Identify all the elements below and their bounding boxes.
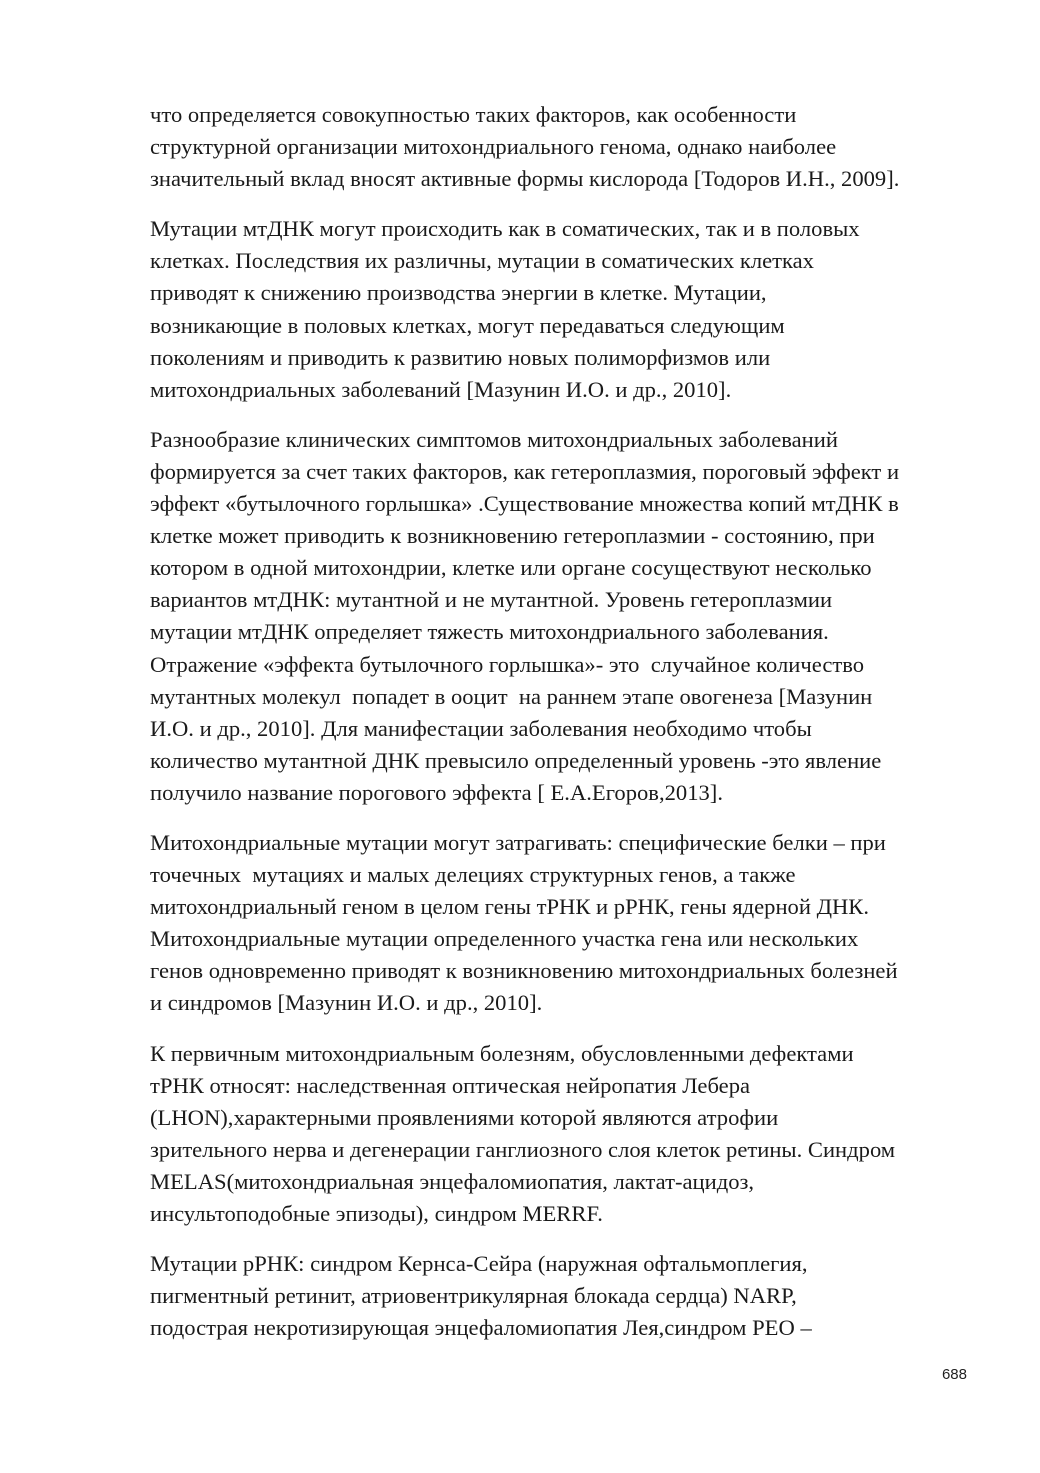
text-line: Отражение «эффекта бутылочного горлышка»- это случайное количество	[150, 651, 865, 677]
text-line: зрительного нерва и дегенерации ганглиозного слоя клеток ретины. Синдром	[150, 1136, 896, 1162]
text-line: точечных мутациях и малых делециях структурных генов, а также	[150, 862, 796, 888]
text-line: значительный вклад вносят активные формы кислорода [Тодоров И.Н., 2009].	[150, 166, 900, 192]
text-line: генов одновременно приводят к возникновению митохондриальных болезней	[150, 958, 898, 984]
text-line: Мутации рРНК: синдром Кернса-Сейра (наружная офтальмоплегия,	[150, 1251, 808, 1277]
paragraph	[150, 99, 980, 195]
paragraph	[150, 424, 980, 809]
text-line: и синдромов [Мазунин И.О. и др., 2010].	[150, 990, 543, 1016]
text-line: формируется за счет таких факторов, как гетероплазмия, пороговый эффект и	[150, 458, 900, 484]
text-line: мутантных молекул попадет в ооцит на раннем этапе овогенеза [Мазунин	[150, 683, 873, 709]
text-line: мутации мтДНК определяет тяжесть митохондриального заболевания.	[150, 619, 829, 645]
paragraph	[150, 1248, 980, 1344]
text-line: получило название порогового эффекта [ Е.А.Егоров,2013].	[150, 779, 723, 805]
text-line: клетке может приводить к возникновению гетероплазмии - состоянию, при	[150, 523, 875, 549]
text-line: Разнообразие клинических симптомов митохондриальных заболеваний	[150, 426, 838, 452]
text-line: клетках. Последствия их различны, мутации в соматических клетках	[150, 248, 814, 274]
paragraph	[150, 213, 980, 406]
body-text	[150, 99, 980, 1362]
text-line: К первичным митохондриальным болезням, обусловленными дефектами	[150, 1040, 854, 1066]
paragraph	[150, 827, 980, 1020]
text-line: Митохондриальные мутации определенного участка гена или нескольких	[150, 926, 859, 952]
text-line: И.О. и др., 2010]. Для манифестации заболевания необходимо чтобы	[150, 715, 812, 741]
text-line: приводят к снижению производства энергии в клетке. Мутации,	[150, 280, 767, 306]
text-line: тРНК относят: наследственная оптическая нейропатия Лебера	[150, 1072, 751, 1098]
text-line: пигментный ретинит, атриовентрикулярная блокада сердца) NARP,	[150, 1283, 797, 1309]
text-line: вариантов мтДНК: мутантной и не мутантной. Уровень гетероплазмии	[150, 587, 833, 613]
text-line: что определяется совокупностью таких факторов, как особенности	[150, 102, 797, 127]
text-line: структурной организации митохондриального генома, однако наиболее	[150, 134, 837, 160]
text-line: MELAS(митохондриальная энцефаломиопатия, лактат-ацидоз,	[150, 1168, 755, 1194]
text-line: (LHON),характерными проявлениями которой являются атрофии	[150, 1104, 779, 1130]
page-number: 688	[941, 1366, 967, 1383]
text-line: Мутации мтДНК могут происходить как в соматических, так и в половых	[150, 216, 860, 242]
paragraph	[150, 1038, 980, 1231]
text-line: Митохондриальные мутации могут затрагивать: специфические белки – при	[150, 829, 886, 855]
text-line: митохондриальный геном в целом гены тРНК и рРНК, гены ядерной ДНК.	[150, 894, 870, 920]
text-line: количество мутантной ДНК превысило определенный уровень -это явление	[150, 747, 882, 773]
text-line: подострая некротизирующая энцефаломиопатия Лея,синдром PEO –	[150, 1315, 812, 1341]
text-line: возникающие в половых клетках, могут передаваться следующим	[150, 312, 785, 338]
text-line: митохондриальных заболеваний [Мазунин И.О. и др., 2010].	[150, 376, 732, 402]
text-line: инсультоподобные эпизоды), синдром MERRF.	[150, 1201, 603, 1226]
text-line: поколениям и приводить к развитию новых полиморфизмов или	[150, 344, 771, 370]
text-line: котором в одной митохондрии, клетке или органе сосуществуют несколько	[150, 555, 872, 581]
text-line: эффект «бутылочного горлышка» .Существование множества копий мтДНК в	[150, 491, 899, 517]
